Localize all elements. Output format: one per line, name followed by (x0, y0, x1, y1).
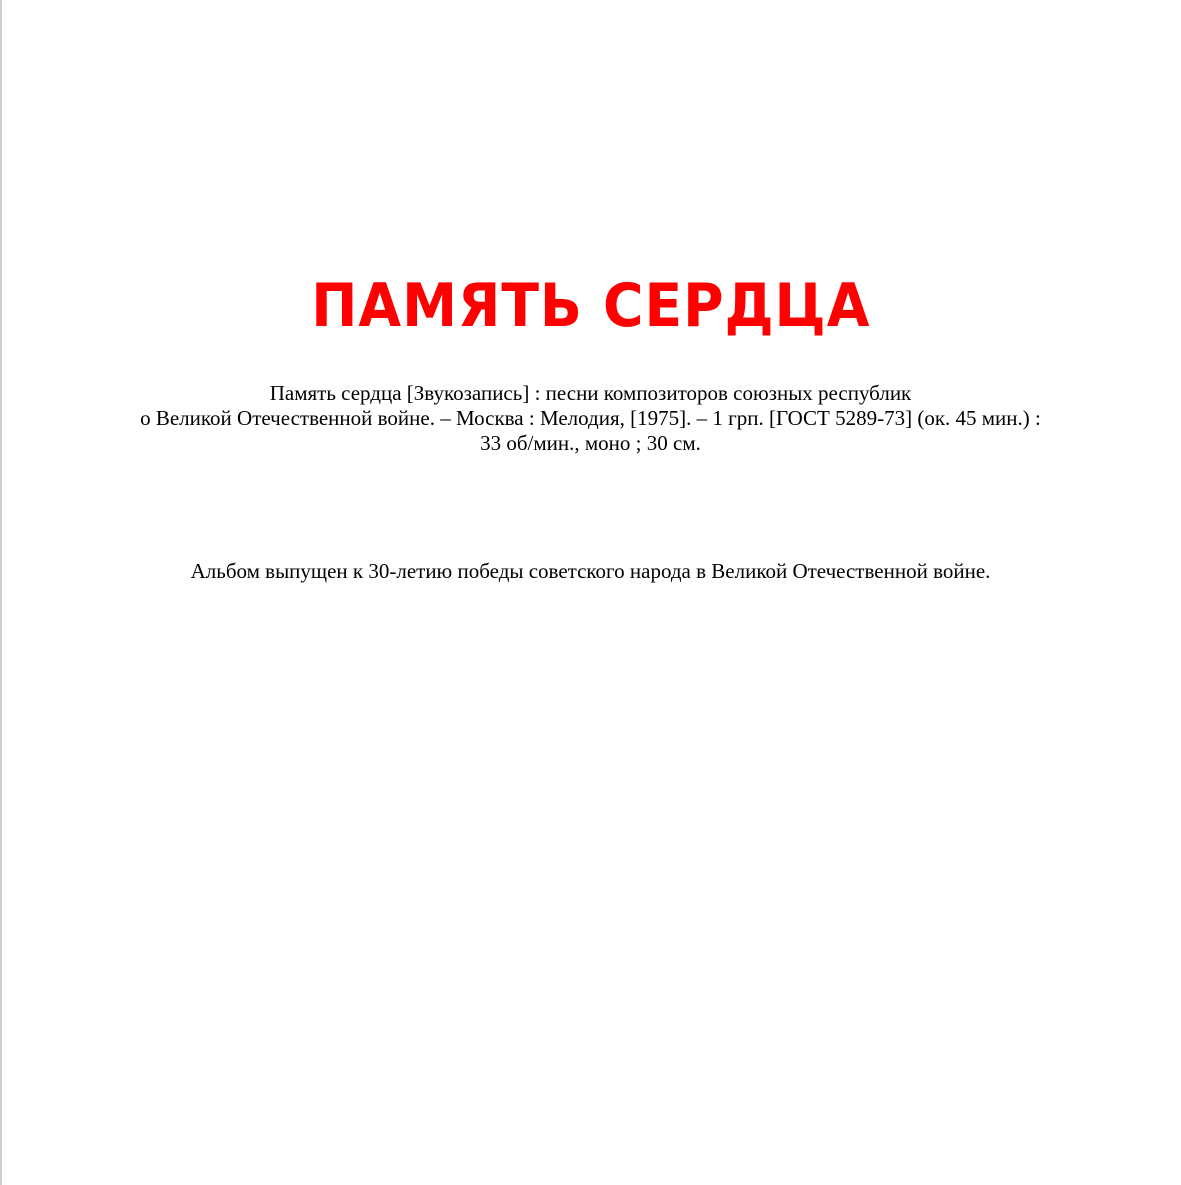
description-line-1: Память сердца [Звукозапись] : песни композиторов союзных республик (269, 381, 912, 405)
bibliographic-description (0, 381, 1181, 456)
description-line-2: о Великой Отечественной войне. – Москва : Мелодия, [1975]. – 1 грп. [ГОСТ 5289-73] (ок. 45 мин.) : (140, 406, 1041, 430)
title-container (0, 268, 1181, 344)
page-border (0, 0, 2, 1185)
album-note: Альбом выпущен к 30-летию победы советского народа в Великой Отечественной войне. (190, 559, 991, 583)
description-line-3: 33 об/мин., моно ; 30 см. (480, 431, 701, 455)
page-title: ПАМЯТЬ СЕРДЦА (310, 271, 871, 341)
